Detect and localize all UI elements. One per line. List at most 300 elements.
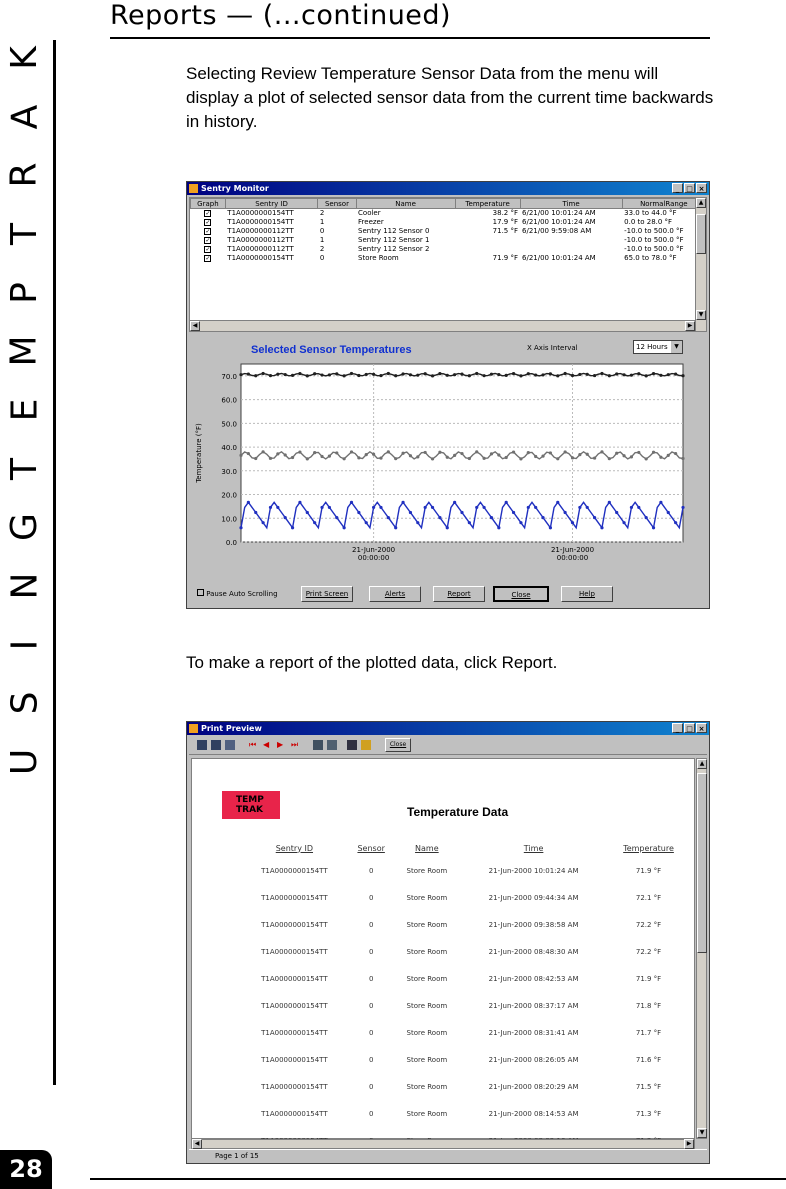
minimize-button[interactable]: _ xyxy=(672,183,683,193)
preview-horizontal-scrollbar[interactable] xyxy=(191,1139,695,1149)
table-cell: 1 xyxy=(319,236,325,244)
data-point xyxy=(475,372,478,375)
data-point xyxy=(549,526,552,529)
first-page-icon[interactable]: ⏮ xyxy=(249,740,257,749)
data-point xyxy=(490,452,493,455)
data-point xyxy=(438,372,441,375)
data-point xyxy=(453,454,456,457)
table-cell: Store Room xyxy=(358,254,399,262)
data-point xyxy=(527,506,530,509)
data-point xyxy=(586,506,589,509)
table-cell: 0 xyxy=(368,1082,374,1091)
table-cell: T1A0000000112TT xyxy=(227,236,294,244)
data-point xyxy=(468,521,471,524)
side-letter: T xyxy=(4,457,45,480)
data-point xyxy=(468,457,471,460)
maximize-button[interactable]: □ xyxy=(684,183,695,193)
data-point xyxy=(637,506,640,509)
data-point xyxy=(313,451,316,454)
data-point xyxy=(586,373,589,376)
table-cell: Store Room xyxy=(406,1001,448,1010)
checkbox-icon[interactable] xyxy=(197,589,204,596)
check-icon[interactable]: ✓ xyxy=(205,237,211,244)
data-point xyxy=(350,501,353,504)
column-header[interactable]: Temperature xyxy=(455,199,520,209)
data-point xyxy=(468,374,471,377)
data-point xyxy=(630,374,633,377)
table-row[interactable] xyxy=(191,209,706,218)
logo-line-2: TRAK xyxy=(236,805,264,815)
table-cell: -10.0 to 500.0 °F xyxy=(624,227,684,235)
data-point xyxy=(490,373,493,376)
data-point xyxy=(424,451,427,454)
preview-vertical-scrollbar[interactable] xyxy=(696,758,707,1139)
data-point xyxy=(254,374,257,377)
data-point xyxy=(365,521,368,524)
data-point xyxy=(284,516,287,519)
data-point xyxy=(460,452,463,455)
scroll-left-icon[interactable]: ◀ xyxy=(192,1139,202,1149)
check-icon[interactable]: ✓ xyxy=(205,219,211,226)
table-cell: 71.9 °F xyxy=(635,974,662,983)
data-point xyxy=(379,506,382,509)
side-letter: A xyxy=(3,104,45,129)
data-point xyxy=(541,455,544,458)
table-cell: 2 xyxy=(319,245,325,253)
maximize-button[interactable]: □ xyxy=(684,723,695,733)
table-cell: 6/21/00 10:01:24 AM xyxy=(522,209,596,218)
last-page-icon[interactable]: ⏭ xyxy=(291,740,299,749)
scroll-thumb[interactable] xyxy=(696,214,706,254)
x-interval-value: 12 Hours xyxy=(636,343,668,351)
check-icon[interactable]: ✓ xyxy=(205,210,211,218)
data-point xyxy=(490,516,493,519)
table-cell: 21-Jun-2000 09:38:58 AM xyxy=(488,920,579,929)
data-point xyxy=(652,451,655,454)
data-point xyxy=(505,501,508,504)
data-point xyxy=(431,506,434,509)
x-tick-label: 00:00:00 xyxy=(357,554,390,562)
x-tick-label: 21-Jun-2000 xyxy=(550,546,595,554)
data-point xyxy=(262,450,265,453)
table-cell: T1A0000000154TT xyxy=(227,209,294,218)
data-point xyxy=(475,506,478,509)
report-button[interactable]: Report xyxy=(433,586,485,602)
data-point xyxy=(608,501,611,504)
scroll-right-icon[interactable]: ▶ xyxy=(685,321,695,331)
table-row[interactable] xyxy=(191,254,706,263)
data-point xyxy=(571,521,574,524)
data-point xyxy=(600,526,603,529)
table-cell: -10.0 to 500.0 °F xyxy=(624,236,684,244)
table-cell: T1A0000000154TT xyxy=(261,893,328,902)
table-cell: T1A0000000154TT xyxy=(261,1082,328,1091)
data-point xyxy=(247,501,250,504)
data-point xyxy=(615,511,618,514)
data-point xyxy=(394,457,397,460)
data-point xyxy=(460,372,463,375)
data-point xyxy=(372,506,375,509)
data-point xyxy=(313,521,316,524)
table-cell: 71.8 °F xyxy=(635,1001,662,1010)
scroll-down-icon[interactable]: ▼ xyxy=(696,310,706,320)
data-point xyxy=(320,506,323,509)
data-point xyxy=(667,454,670,457)
report-paragraph: To make a report of the plotted data, click Report. xyxy=(186,653,558,672)
data-point xyxy=(512,511,515,514)
data-point xyxy=(350,372,353,375)
alerts-button[interactable]: Alerts xyxy=(369,586,421,602)
y-tick-label: 30.0 xyxy=(221,467,237,476)
table-cell: 0 xyxy=(368,974,374,983)
table-cell: 21-Jun-2000 09:44:34 AM xyxy=(488,893,579,902)
check-icon[interactable]: ✓ xyxy=(205,255,211,262)
side-letter: K xyxy=(3,46,45,70)
data-point xyxy=(409,454,412,457)
data-point xyxy=(424,372,427,375)
graph-checkbox[interactable] xyxy=(191,254,226,263)
data-point xyxy=(578,506,581,509)
table-cell: 0 xyxy=(368,1001,374,1010)
table-row[interactable] xyxy=(191,236,706,245)
table-cell: 71.7 °F xyxy=(635,1028,662,1037)
data-point xyxy=(328,506,331,509)
data-point xyxy=(622,521,625,524)
help-button[interactable]: Help xyxy=(561,586,613,602)
preview-close-button[interactable]: Close xyxy=(385,738,411,752)
data-point xyxy=(343,526,346,529)
table-cell: Store Room xyxy=(406,920,448,929)
save-icon[interactable] xyxy=(347,740,357,750)
sentry-monitor-window xyxy=(186,181,710,609)
data-point xyxy=(527,451,530,454)
table-cell xyxy=(520,245,622,254)
graph-checkbox[interactable] xyxy=(191,209,226,218)
data-point xyxy=(431,374,434,377)
data-point xyxy=(674,521,677,524)
scroll-up-icon[interactable]: ▲ xyxy=(696,198,706,208)
data-point xyxy=(549,451,552,454)
data-point xyxy=(659,456,662,459)
data-point xyxy=(652,372,655,375)
table-cell: -10.0 to 500.0 °F xyxy=(624,245,684,253)
table-cell: 6/21/00 10:01:24 AM xyxy=(522,218,596,226)
preview-page xyxy=(191,758,695,1139)
x-interval-select[interactable] xyxy=(633,340,683,354)
column-header: Temperature xyxy=(623,843,674,853)
report-heading: Temperature Data xyxy=(407,805,509,819)
data-point xyxy=(372,453,375,456)
table-cell: 0 xyxy=(368,866,374,875)
graph-checkbox[interactable] xyxy=(191,236,226,245)
scroll-left-icon[interactable]: ◀ xyxy=(190,321,200,331)
table-cell: 17.9 °F xyxy=(492,218,519,226)
next-page-icon[interactable]: ▶ xyxy=(277,740,284,749)
data-point xyxy=(637,451,640,454)
vertical-scrollbar[interactable] xyxy=(695,198,706,331)
data-point xyxy=(298,372,301,375)
data-point xyxy=(254,457,257,460)
close-window-button[interactable]: × xyxy=(696,723,707,733)
check-icon[interactable]: ✓ xyxy=(205,246,211,253)
side-letter: M xyxy=(4,335,45,367)
table-cell: 21-Jun-2000 08:37:17 AM xyxy=(488,1001,579,1010)
data-point xyxy=(534,373,537,376)
app-icon xyxy=(189,724,198,733)
data-point xyxy=(578,453,581,456)
data-point xyxy=(298,501,301,504)
data-point xyxy=(328,455,331,458)
data-point xyxy=(483,506,486,509)
data-point xyxy=(622,454,625,457)
data-point xyxy=(460,511,463,514)
data-point xyxy=(394,374,397,377)
data-point xyxy=(578,373,581,376)
table-cell: Store Room xyxy=(406,893,448,902)
data-point xyxy=(586,453,589,456)
side-letter: N xyxy=(4,572,45,600)
column-header[interactable]: Time xyxy=(520,199,622,209)
data-point xyxy=(335,516,338,519)
table-cell: 0 xyxy=(319,254,325,262)
table-cell: T1A0000000154TT xyxy=(261,1109,328,1118)
data-point xyxy=(401,501,404,504)
table-cell: 21-Jun-2000 10:01:24 AM xyxy=(488,866,579,875)
scroll-thumb[interactable] xyxy=(697,773,707,953)
table-cell: 1 xyxy=(319,218,325,226)
data-point xyxy=(239,454,242,457)
data-point xyxy=(350,450,353,453)
table-cell: T1A0000000112TT xyxy=(227,245,294,253)
data-point xyxy=(416,374,419,377)
table-row xyxy=(240,1019,690,1046)
table-row[interactable] xyxy=(191,245,706,254)
two-page-icon[interactable] xyxy=(211,740,221,750)
table-cell: Sentry 112 Sensor 0 xyxy=(358,227,430,235)
side-bar xyxy=(53,40,56,1085)
data-point xyxy=(505,456,508,459)
y-tick-label: 0.0 xyxy=(225,539,237,547)
column-header: Name xyxy=(415,843,439,853)
data-point xyxy=(645,374,648,377)
data-point xyxy=(343,374,346,377)
data-point xyxy=(291,526,294,529)
data-point xyxy=(269,457,272,460)
data-point xyxy=(659,374,662,377)
plot-panel xyxy=(189,334,707,574)
data-point xyxy=(291,374,294,377)
data-point xyxy=(556,457,559,460)
table-row xyxy=(240,884,690,911)
sensor-grid xyxy=(189,197,707,332)
data-point xyxy=(564,372,567,375)
data-point xyxy=(600,372,603,375)
data-point xyxy=(608,457,611,460)
data-point xyxy=(497,373,500,376)
data-point xyxy=(652,526,655,529)
side-letter: S xyxy=(3,691,45,715)
x-tick-label: 21-Jun-2000 xyxy=(352,546,396,554)
data-point xyxy=(505,374,508,377)
side-letter: R xyxy=(3,162,45,188)
column-header[interactable]: Graph xyxy=(191,199,226,209)
data-point xyxy=(284,373,287,376)
data-point xyxy=(556,374,559,377)
data-point xyxy=(335,451,338,454)
table-row xyxy=(240,992,690,1019)
column-header: Time xyxy=(523,843,544,853)
table-row xyxy=(240,1073,690,1100)
one-page-icon[interactable] xyxy=(197,740,207,750)
data-point xyxy=(306,374,309,377)
open-icon[interactable] xyxy=(361,740,371,750)
data-point xyxy=(298,450,301,453)
column-header[interactable]: NormalRange xyxy=(622,199,705,209)
intro-paragraph: Selecting Review Temperature Sensor Data from the menu will display a plot of selected sensor data from the current time backwards in history. xyxy=(186,64,714,131)
graph-checkbox[interactable] xyxy=(191,218,226,227)
y-tick-label: 40.0 xyxy=(221,444,237,453)
scroll-right-icon[interactable]: ▶ xyxy=(684,1139,694,1149)
x-tick-label: 00:00:00 xyxy=(556,554,589,562)
minimize-button[interactable]: _ xyxy=(672,723,683,733)
data-point xyxy=(269,374,272,377)
scroll-up-icon[interactable]: ▲ xyxy=(697,759,707,769)
table-cell: 21-Jun-2000 08:42:53 AM xyxy=(488,974,579,983)
table-cell: 71.9 °F xyxy=(492,254,519,262)
zoom-icon[interactable] xyxy=(313,740,323,750)
graph-checkbox[interactable] xyxy=(191,245,226,254)
check-icon[interactable]: ✓ xyxy=(205,228,211,235)
data-point xyxy=(593,374,596,377)
table-row[interactable] xyxy=(191,227,706,236)
data-point xyxy=(475,450,478,453)
data-point xyxy=(608,374,611,377)
data-point xyxy=(571,374,574,377)
table-cell: 72.2 °F xyxy=(635,920,662,929)
y-tick-label: 50.0 xyxy=(221,420,237,429)
data-point xyxy=(357,511,360,514)
status-bar: Page 1 of 15 xyxy=(189,1149,707,1161)
button-row xyxy=(191,586,705,604)
data-point xyxy=(681,506,684,509)
data-point xyxy=(519,521,522,524)
header-rule xyxy=(110,37,710,39)
table-cell: 0 xyxy=(368,1055,374,1064)
data-point xyxy=(401,372,404,375)
column-header[interactable]: Name xyxy=(356,199,455,209)
column-header: Sensor xyxy=(357,843,385,853)
data-point xyxy=(306,511,309,514)
data-point xyxy=(674,452,677,455)
y-tick-label: 20.0 xyxy=(221,491,237,500)
table-cell: 38.2 °F xyxy=(492,209,519,218)
table-cell xyxy=(520,236,622,245)
prev-page-icon[interactable]: ◀ xyxy=(263,740,270,749)
data-point xyxy=(527,372,530,375)
data-point xyxy=(564,450,567,453)
horizontal-scrollbar[interactable] xyxy=(190,320,695,331)
scroll-down-icon[interactable]: ▼ xyxy=(697,1128,707,1138)
print-preview-window xyxy=(186,721,710,1164)
data-point xyxy=(438,516,441,519)
chevron-down-icon[interactable]: ▼ xyxy=(671,341,682,353)
column-header[interactable]: Sensor xyxy=(318,199,356,209)
data-point xyxy=(291,456,294,459)
data-point xyxy=(416,455,419,458)
table-cell: T1A0000000154TT xyxy=(261,1028,328,1037)
data-point xyxy=(365,453,368,456)
table-cell: 2 xyxy=(319,209,325,218)
data-point xyxy=(387,516,390,519)
table-row xyxy=(240,938,690,965)
data-point xyxy=(446,374,449,377)
data-point xyxy=(534,455,537,458)
print-screen-button[interactable]: Print Screen xyxy=(301,586,353,602)
table-cell: Store Room xyxy=(406,1082,448,1091)
table-cell: 0 xyxy=(368,920,374,929)
table-cell: T1A0000000154TT xyxy=(261,974,328,983)
graph-checkbox[interactable] xyxy=(191,227,226,236)
pause-label: Pause Auto Scrolling xyxy=(206,590,278,598)
table-cell: T1A0000000112TT xyxy=(227,227,294,235)
table-cell: 0 xyxy=(368,1109,374,1118)
data-point xyxy=(379,456,382,459)
data-point xyxy=(483,374,486,377)
data-point xyxy=(276,452,279,455)
table-cell: T1A0000000154TT xyxy=(227,254,294,262)
table-row[interactable] xyxy=(191,218,706,227)
table-cell: Sentry 112 Sensor 2 xyxy=(358,245,430,253)
data-point xyxy=(357,374,360,377)
data-point xyxy=(667,511,670,514)
y-axis-label: Temperature (°F) xyxy=(195,423,203,483)
data-point xyxy=(534,506,537,509)
table-cell: 6/21/00 9:59:08 AM xyxy=(522,227,592,235)
table-row xyxy=(240,1046,690,1073)
data-point xyxy=(600,450,603,453)
data-point xyxy=(556,501,559,504)
table-cell: 65.0 to 78.0 °F xyxy=(624,254,677,262)
data-point xyxy=(497,453,500,456)
close-window-button[interactable]: × xyxy=(696,183,707,193)
data-point xyxy=(593,456,596,459)
data-point xyxy=(239,526,242,529)
data-point xyxy=(593,516,596,519)
side-letter: P xyxy=(4,281,45,304)
close-button[interactable]: Close xyxy=(493,586,549,602)
table-cell: 72.2 °F xyxy=(635,947,662,956)
data-point xyxy=(343,457,346,460)
window-title: Sentry Monitor xyxy=(201,184,269,193)
print-icon[interactable] xyxy=(327,740,337,750)
data-point xyxy=(365,373,368,376)
pause-auto-scrolling-checkbox[interactable] xyxy=(197,589,278,598)
table-cell: Store Room xyxy=(406,974,448,983)
data-point xyxy=(335,372,338,375)
table-cell: Cooler xyxy=(358,209,381,218)
data-point xyxy=(630,506,633,509)
column-header[interactable]: Sentry ID xyxy=(225,199,318,209)
table-cell: 21-Jun-2000 08:31:41 AM xyxy=(488,1028,579,1037)
table-cell: 0 xyxy=(368,947,374,956)
table-row xyxy=(240,857,690,884)
data-point xyxy=(262,372,265,375)
data-point xyxy=(328,373,331,376)
table-cell: 21-Jun-2000 08:20:29 AM xyxy=(488,1082,579,1091)
data-point xyxy=(247,372,250,375)
multi-page-icon[interactable] xyxy=(225,740,235,750)
data-point xyxy=(615,372,618,375)
